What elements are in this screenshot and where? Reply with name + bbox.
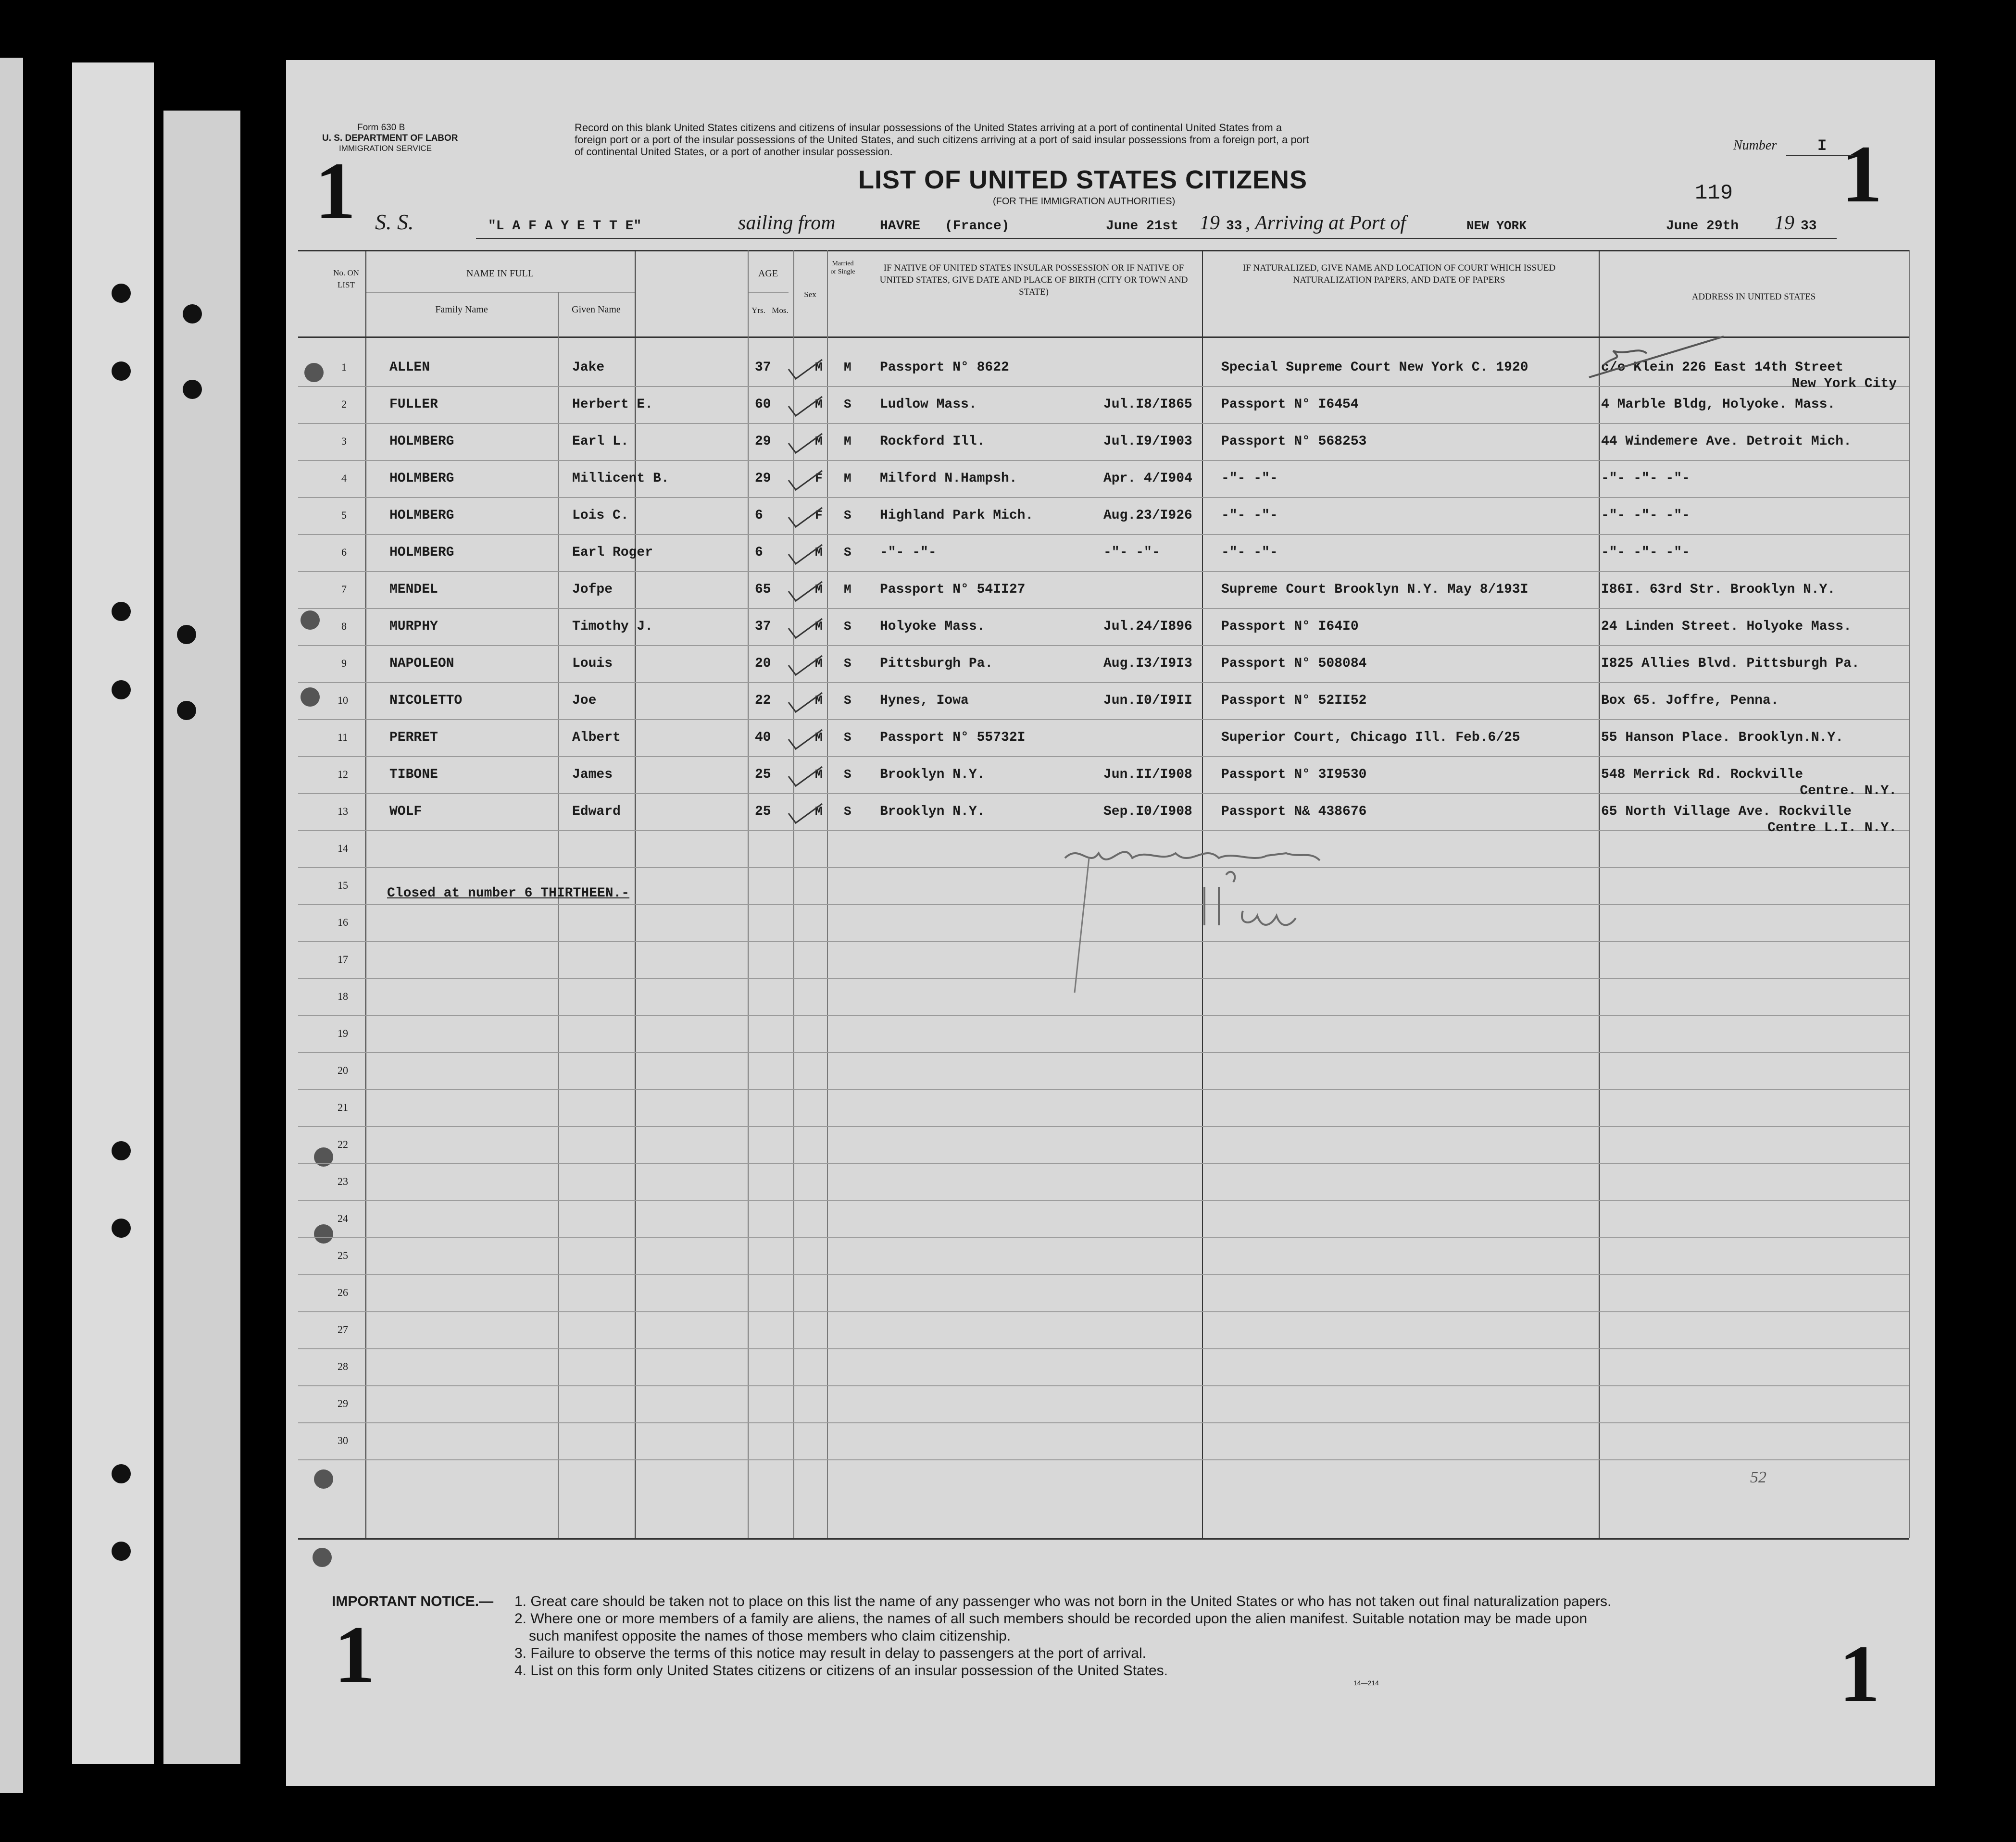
naturalization-cell: Passport N° 508084: [1221, 656, 1367, 671]
row-rule: [298, 682, 1909, 683]
row-rule: [298, 386, 1909, 387]
punch-hole: [177, 701, 196, 720]
row-rule: [298, 460, 1909, 461]
voyage-underline: [476, 238, 1837, 239]
birth-place-cell: Highland Park Mich.: [880, 508, 1034, 523]
tick-mark: [786, 505, 825, 529]
sex-cell: M: [815, 619, 823, 634]
naturalization-cell: Passport N& 438676: [1221, 804, 1367, 819]
naturalization-cell: Passport N° 52II52: [1221, 693, 1367, 708]
table-bottom-border: [298, 1538, 1909, 1540]
table-top-border: [298, 250, 1909, 251]
address-cell: 65 North Village Ave. Rockville: [1601, 804, 1852, 819]
row-rule: [298, 1089, 1909, 1090]
row-rule: [298, 1274, 1909, 1275]
family-name-cell: ALLEN: [389, 360, 430, 375]
given-name-cell: Jofpe: [572, 582, 613, 597]
handwritten-check-mark: [1584, 332, 1728, 385]
header-married-single: Married or Single: [830, 260, 855, 275]
punch-hole: [112, 680, 131, 699]
naturalization-cell: Passport N° I64I0: [1221, 619, 1359, 634]
line-number: 22: [338, 1138, 348, 1150]
row-rule: [298, 423, 1909, 424]
row-rule: [298, 608, 1909, 609]
birth-date-cell: Apr. 4/I904: [1103, 471, 1192, 486]
given-name-cell: Herbert E.: [572, 397, 653, 412]
header-address: ADDRESS IN UNITED STATES: [1691, 292, 1816, 302]
punch-hole: [183, 380, 202, 399]
line-number: 23: [338, 1175, 348, 1187]
sailing-label: sailing from: [738, 212, 836, 234]
corner-number-bottom-left: 1: [334, 1609, 375, 1700]
birth-place-cell: Milford N.Hampsh.: [880, 471, 1017, 486]
line-number: 14: [338, 842, 348, 854]
handwritten-signature: [1060, 829, 1368, 997]
form-number: Form 630 B: [357, 123, 405, 133]
row-rule: [298, 1015, 1909, 1016]
service: IMMIGRATION SERVICE: [339, 144, 432, 153]
marital-status-cell: M: [844, 434, 851, 448]
naturalization-cell: -"- -"-: [1221, 471, 1278, 486]
given-name-cell: Lois C.: [572, 508, 629, 523]
line-number: 19: [338, 1027, 348, 1039]
notice-item-2-cont: such manifest opposite the names of those members who claim citizenship.: [529, 1628, 1011, 1644]
notice-item-4: 4. List on this form only United States citizens or citizens of an insular possession of the United States.: [514, 1663, 1168, 1679]
notice-heading: IMPORTANT NOTICE.—: [332, 1593, 494, 1609]
sex-cell: M: [815, 434, 823, 448]
marital-status-cell: M: [844, 582, 851, 597]
punch-hole: [112, 1464, 131, 1483]
family-name-cell: PERRET: [389, 730, 438, 745]
punch-hole: [313, 1548, 332, 1567]
birth-place-cell: Pittsburgh Pa.: [880, 656, 993, 671]
punch-hole: [112, 1542, 131, 1561]
col-line: [1599, 250, 1600, 1538]
row-rule: [298, 719, 1909, 720]
closing-note: Closed at number 6 THIRTHEEN.-: [387, 886, 630, 901]
col-line: [827, 250, 828, 1538]
line-number: 8: [341, 620, 347, 632]
row-rule: [298, 1052, 1909, 1053]
marital-status-cell: S: [844, 730, 851, 745]
tick-mark: [786, 690, 825, 714]
sex-cell: F: [815, 471, 823, 485]
naturalization-cell: Passport N° I6454: [1221, 397, 1359, 412]
address-cell: 548 Merrick Rd. Rockville: [1601, 767, 1803, 782]
given-name-cell: Jake: [572, 360, 605, 375]
punch-hole: [112, 1141, 131, 1160]
notice-item-2: 2. Where one or more members of a family are aliens, the names of all such members should be recorded upon the alien manifest. Suitable notation may be made upon: [514, 1611, 1588, 1627]
page-stamp: 119: [1695, 181, 1733, 205]
header-divider: [365, 292, 635, 293]
arrival-year-suffix: 33: [1801, 219, 1817, 234]
line-number: 27: [338, 1323, 348, 1335]
header-name-in-full: NAME IN FULL: [466, 268, 534, 279]
adjacent-page-strip: [72, 62, 154, 1764]
departure-date: June 21st: [1106, 219, 1179, 234]
age-cell: 29: [755, 471, 771, 486]
col-line: [1909, 250, 1910, 1538]
line-number: 11: [338, 731, 348, 743]
birth-date-cell: Jun.I0/I9II: [1103, 693, 1192, 708]
line-number: 1: [341, 361, 347, 373]
given-name-cell: Joe: [572, 693, 597, 708]
tick-mark: [786, 468, 825, 492]
department: U. S. DEPARTMENT OF LABOR: [322, 133, 458, 143]
sex-cell: M: [815, 545, 823, 560]
marital-status-cell: S: [844, 545, 851, 560]
address-cell: Box 65. Joffre, Penna.: [1601, 693, 1779, 708]
tick-mark: [786, 616, 825, 640]
row-rule: [298, 793, 1909, 794]
tick-mark: [786, 431, 825, 455]
marital-status-cell: S: [844, 767, 851, 782]
marital-status-cell: S: [844, 397, 851, 411]
punch-hole: [301, 610, 320, 630]
row-rule: [298, 1126, 1909, 1127]
number-label: Number: [1733, 138, 1777, 153]
tick-mark: [786, 542, 825, 566]
departure-year-suffix: 33: [1226, 219, 1242, 234]
sex-cell: M: [815, 656, 823, 671]
line-number: 21: [338, 1101, 348, 1113]
naturalization-cell: -"- -"-: [1221, 545, 1278, 560]
family-name-cell: HOLMBERG: [389, 508, 454, 523]
tick-mark: [786, 764, 825, 788]
tick-mark: [786, 727, 825, 751]
given-name-cell: Earl Roger: [572, 545, 653, 560]
age-cell: 40: [755, 730, 771, 745]
address-cell: 24 Linden Street. Holyoke Mass.: [1601, 619, 1852, 634]
marital-status-cell: S: [844, 619, 851, 634]
naturalization-cell: Special Supreme Court New York C. 1920: [1221, 360, 1528, 375]
age-cell: 6: [755, 508, 763, 523]
header-divider: [748, 292, 789, 293]
age-cell: 20: [755, 656, 771, 671]
birth-place-cell: Passport N° 55732I: [880, 730, 1026, 745]
marital-status-cell: M: [844, 471, 851, 485]
birth-date-cell: Jun.II/I908: [1103, 767, 1192, 782]
line-number: 2: [341, 398, 347, 410]
line-number: 4: [341, 472, 347, 484]
family-name-cell: MURPHY: [389, 619, 438, 634]
punch-hole: [301, 687, 320, 707]
line-number: 17: [338, 953, 348, 965]
row-rule: [298, 1163, 1909, 1164]
row-rule: [298, 1311, 1909, 1312]
line-number: 20: [338, 1064, 348, 1076]
naturalization-cell: Passport N° 3I9530: [1221, 767, 1367, 782]
sex-cell: M: [815, 693, 823, 708]
instruction-line: Record on this blank United States citizens and citizens of insular possessions of the United States arriving at a port of continental United States from a: [575, 122, 1282, 134]
birth-date-cell: Jul.I8/I865: [1103, 397, 1192, 412]
age-cell: 25: [755, 767, 771, 782]
line-number: 6: [341, 546, 347, 558]
line-number: 7: [341, 583, 347, 595]
family-name-cell: MENDEL: [389, 582, 438, 597]
birth-date-cell: -"- -"-: [1103, 545, 1160, 560]
sex-cell: M: [815, 360, 823, 374]
birth-date-cell: Aug.23/I926: [1103, 508, 1192, 523]
sex-cell: F: [815, 508, 823, 523]
notice-item-1: 1. Great care should be taken not to place on this list the name of any passenger who was not born in the United States or who has not taken out final naturalization papers.: [514, 1593, 1612, 1609]
address-cell: I86I. 63rd Str. Brooklyn N.Y.: [1601, 582, 1836, 597]
arrival-port: NEW YORK: [1466, 219, 1527, 233]
row-rule: [298, 497, 1909, 498]
birth-place-cell: Rockford Ill.: [880, 434, 985, 449]
row-rule: [298, 1459, 1909, 1460]
address-cell: I825 Allies Blvd. Pittsburgh Pa.: [1601, 656, 1860, 671]
address-cell: c/o Klein 226 East 14th Street: [1601, 360, 1844, 375]
page-title: LIST OF UNITED STATES CITIZENS: [858, 165, 1307, 194]
tick-mark: [786, 801, 825, 825]
col-line: [558, 292, 559, 1538]
col-line: [748, 250, 749, 1538]
row-rule: [298, 1422, 1909, 1423]
punch-hole: [112, 1219, 131, 1238]
birth-place-cell: -"- -"-: [880, 545, 937, 560]
instruction-line: foreign port or a port of the insular possessions of the United States, and such citizens arriving at a port of said insular possessions from a foreign port, a port: [575, 134, 1309, 146]
number-underline: [1786, 155, 1853, 156]
sex-cell: M: [815, 767, 823, 782]
age-cell: 60: [755, 397, 771, 412]
line-number: 16: [338, 916, 348, 928]
marital-status-cell: M: [844, 360, 851, 374]
tick-mark: [786, 394, 825, 418]
family-name-cell: HOLMBERG: [389, 471, 454, 486]
birth-place-cell: Ludlow Mass.: [880, 397, 977, 412]
line-number: 10: [338, 694, 348, 706]
row-rule: [298, 1385, 1909, 1386]
naturalization-cell: Superior Court, Chicago Ill. Feb.6/25: [1221, 730, 1520, 745]
header-age: AGE: [758, 268, 778, 279]
header-mos: Mos.: [772, 306, 789, 315]
line-number: 24: [338, 1212, 348, 1224]
adjacent-page-strip: [163, 111, 240, 1764]
birth-date-cell: Jul.24/I896: [1103, 619, 1192, 634]
punch-hole: [314, 1469, 333, 1489]
address-cell: -"- -"- -"-: [1601, 508, 1690, 523]
birth-place-cell: Passport N° 8622: [880, 360, 1009, 375]
line-number: 25: [338, 1249, 348, 1261]
age-cell: 65: [755, 582, 771, 597]
given-name-cell: Timothy J.: [572, 619, 653, 634]
row-rule: [298, 1237, 1909, 1238]
line-number: 29: [338, 1397, 348, 1409]
sex-cell: M: [815, 397, 823, 411]
notice-code: 14—214: [1353, 1679, 1379, 1687]
given-name-cell: Louis: [572, 656, 613, 671]
line-number: 26: [338, 1286, 348, 1298]
age-cell: 22: [755, 693, 771, 708]
page-subtitle: (FOR THE IMMIGRATION AUTHORITIES): [993, 196, 1176, 207]
address-cell: -"- -"- -"-: [1601, 471, 1690, 486]
punch-hole: [112, 361, 131, 381]
marital-status-cell: S: [844, 508, 851, 523]
line-number: 5: [341, 509, 347, 521]
given-name-cell: Earl L.: [572, 434, 629, 449]
sex-cell: M: [815, 804, 823, 819]
header-sex: Sex: [804, 290, 816, 299]
corner-number-bottom-right: 1: [1839, 1629, 1880, 1719]
arriving-label: , Arriving at Port of: [1245, 212, 1406, 234]
family-name-cell: FULLER: [389, 397, 438, 412]
birth-date-cell: Jul.I9/I903: [1103, 434, 1192, 449]
punch-hole: [177, 625, 196, 644]
number-value: I: [1817, 137, 1827, 155]
marital-status-cell: S: [844, 804, 851, 819]
family-name-cell: HOLMBERG: [389, 545, 454, 560]
family-name-cell: NICOLETTO: [389, 693, 463, 708]
age-cell: 25: [755, 804, 771, 819]
birth-date-cell: Aug.I3/I9I3: [1103, 656, 1192, 671]
header-native: IF NATIVE OF UNITED STATES INSULAR POSSESSION OR IF NATIVE OF UNITED STATES, GIVE DATE AND PLACE OF BIRTH (CITY OR TOWN AND STATE): [879, 263, 1188, 297]
birth-place-cell: Brooklyn N.Y.: [880, 804, 985, 819]
age-cell: 29: [755, 434, 771, 449]
punch-hole: [112, 602, 131, 621]
adjacent-page-strip: [0, 58, 23, 1793]
age-cell: 6: [755, 545, 763, 560]
sex-cell: M: [815, 582, 823, 597]
address-cell: 44 Windemere Ave. Detroit Mich.: [1601, 434, 1852, 449]
birth-place-cell: Passport N° 54II27: [880, 582, 1026, 597]
address-cell-line2: Centre L.I. N.Y.: [1767, 821, 1897, 835]
given-name-cell: James: [572, 767, 613, 782]
family-name-cell: TIBONE: [389, 767, 438, 782]
row-rule: [298, 571, 1909, 572]
address-cell: 4 Marble Bldg, Holyoke. Mass.: [1601, 397, 1836, 412]
row-rule: [298, 756, 1909, 757]
from-port: HAVRE: [880, 219, 921, 234]
corner-number-top-left: 1: [315, 146, 356, 236]
punch-hole: [183, 304, 202, 324]
line-number: 18: [338, 990, 348, 1002]
ss-label: S. S.: [375, 210, 414, 234]
col-line: [635, 250, 636, 1538]
given-name-cell: Edward: [572, 804, 621, 819]
marital-status-cell: S: [844, 656, 851, 671]
family-name-cell: NAPOLEON: [389, 656, 454, 671]
header-family-name: Family Name: [435, 304, 488, 315]
birth-place-cell: Brooklyn N.Y.: [880, 767, 985, 782]
marital-status-cell: S: [844, 693, 851, 708]
row-rule: [298, 1200, 1909, 1201]
col-line: [365, 250, 366, 1538]
punch-hole: [112, 284, 131, 303]
from-country: (France): [945, 219, 1010, 234]
family-name-cell: WOLF: [389, 804, 422, 819]
punch-hole: [304, 363, 324, 382]
address-cell: -"- -"- -"-: [1601, 545, 1690, 560]
notice-item-3: 3. Failure to observe the terms of this notice may result in delay to passengers at the port of arrival.: [514, 1645, 1146, 1661]
margin-note: 52: [1750, 1469, 1766, 1486]
line-number: 9: [341, 657, 347, 669]
manifest-page: [286, 60, 1935, 1786]
birth-place-cell: Hynes, Iowa: [880, 693, 969, 708]
row-rule: [298, 534, 1909, 535]
birth-place-cell: Holyoke Mass.: [880, 619, 985, 634]
tick-mark: [786, 579, 825, 603]
address-cell: 55 Hanson Place. Brooklyn.N.Y.: [1601, 730, 1844, 745]
header-no-on-list: No. ON LIST: [333, 268, 359, 289]
line-number: 12: [338, 768, 348, 780]
departure-year-prefix: 19: [1200, 212, 1220, 234]
line-number: 13: [338, 805, 348, 817]
naturalization-cell: Passport N° 568253: [1221, 434, 1367, 449]
naturalization-cell: Supreme Court Brooklyn N.Y. May 8/193I: [1221, 582, 1528, 597]
row-rule: [298, 1348, 1909, 1349]
header-given-name: Given Name: [572, 304, 621, 315]
corner-number-top-right: 1: [1841, 129, 1882, 219]
family-name-cell: HOLMBERG: [389, 434, 454, 449]
age-cell: 37: [755, 360, 771, 375]
birth-date-cell: Sep.I0/I908: [1103, 804, 1192, 819]
tick-mark: [786, 653, 825, 677]
line-number: 30: [338, 1434, 348, 1446]
address-cell-line2: New York City: [1791, 376, 1897, 391]
line-number: 3: [341, 435, 347, 447]
instruction-line: of continental United States, or a port of another insular possession.: [575, 146, 893, 158]
sex-cell: M: [815, 730, 823, 745]
address-cell-line2: Centre. N.Y.: [1800, 784, 1897, 798]
age-cell: 37: [755, 619, 771, 634]
given-name-cell: Millicent B.: [572, 471, 669, 486]
header-naturalized: IF NATURALIZED, GIVE NAME AND LOCATION OF COURT WHICH ISSUED NATURALIZATION PAPERS, AND DATE OF PAPERS: [1242, 263, 1556, 285]
naturalization-cell: -"- -"-: [1221, 508, 1278, 523]
line-number: 28: [338, 1360, 348, 1372]
punch-hole: [314, 1224, 333, 1244]
ship-name: "L A F A Y E T T E": [488, 219, 642, 234]
arrival-year-prefix: 19: [1774, 212, 1794, 234]
given-name-cell: Albert: [572, 730, 621, 745]
header-yrs: Yrs.: [751, 306, 765, 315]
tick-mark: [786, 357, 825, 381]
line-number: 15: [338, 879, 348, 891]
row-rule: [298, 645, 1909, 646]
arrival-date: June 29th: [1666, 219, 1739, 234]
